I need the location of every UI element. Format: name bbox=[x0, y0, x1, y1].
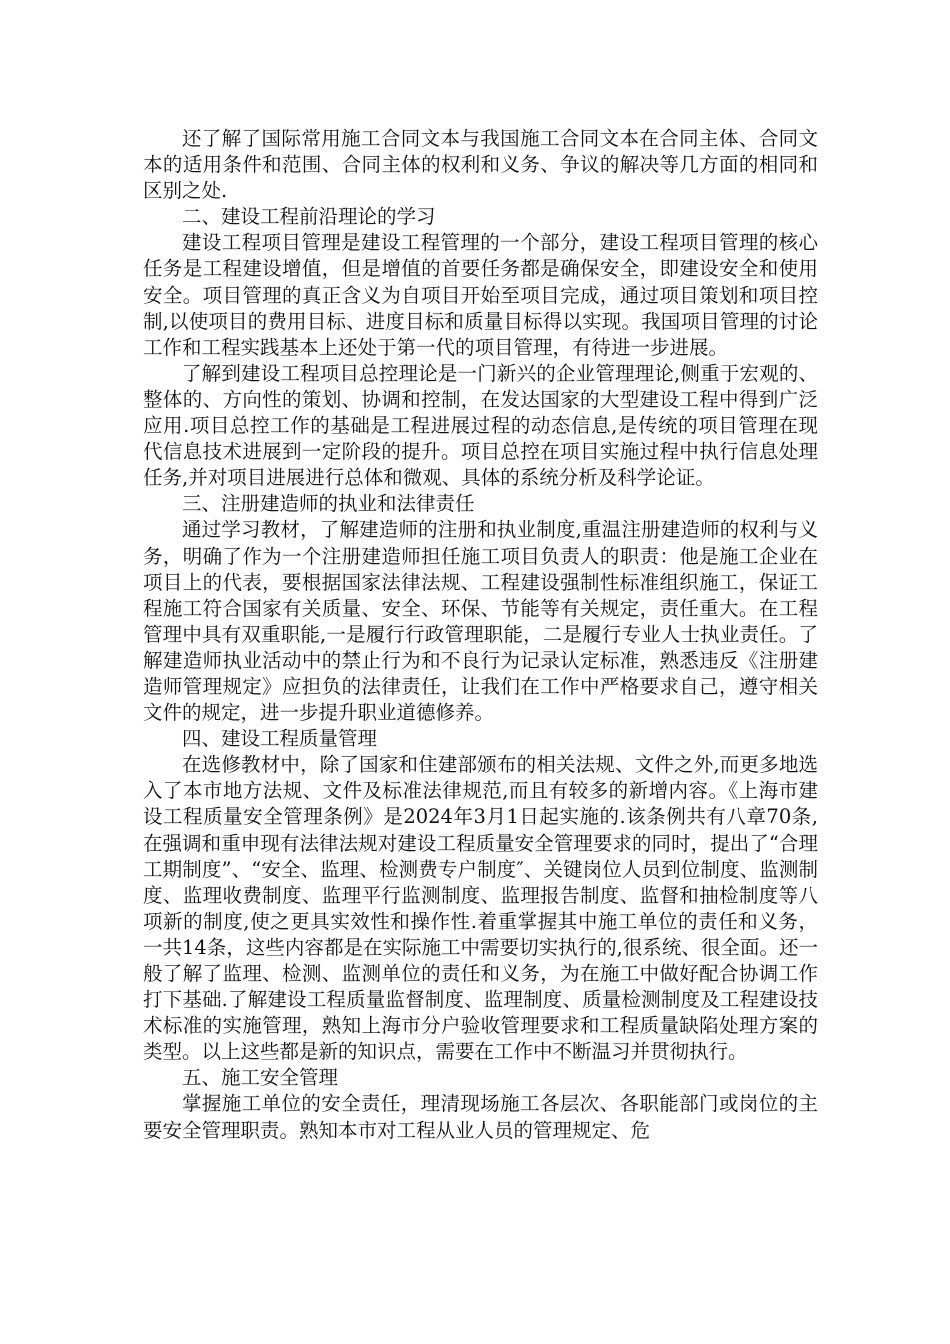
section-heading: 四、建设工程质量管理 bbox=[182, 727, 378, 751]
paragraph: 建设工程项目管理是建设工程管理的一个部分，建设工程项目管理的核心任务是工程建设增值，但是增值的首要任务都是确保安全，即建设安全和使用安全。项目管理的真正含义为自项目开始至项目完成，通过项目策划和项目控制,以使项目的费用目标、进度目标和质量目标得以实现。我国项目管理的讨论工作和工程实践基本上还处于第一代的项目管理，有待进一步进展。 bbox=[143, 231, 818, 359]
document-body bbox=[143, 126, 818, 1276]
paragraph: 通过学习教材，了解建造师的注册和执业制度,重温注册建造师的权利与义务，明确了作为一个注册建造师担任施工项目负责人的职责：他是施工企业在项目上的代表，要根据国家法律法规、工程建设强制性标准组织施工，保证工程施工符合国家有关质量、安全、环保、节能等有关规定，责任重大。在工程管理中具有双重职能,一是履行行政管理职能，二是履行专业人士执业责任。了解建造师执业活动中的禁止行为和不良行为记录认定标准，熟悉违反《注册建造师管理规定》应担负的法律责任，让我们在工作中严格要求自己，遵守相关文件的规定，进一步提升职业道德修养。 bbox=[143, 518, 818, 725]
section-heading: 二、建设工程前沿理论的学习 bbox=[182, 205, 436, 229]
paragraph: 还了解了国际常用施工合同文本与我国施工合同文本在合同主体、合同文本的适用条件和范围、合同主体的权利和义务、争议的解决等几方面的相同和区别之处. bbox=[143, 127, 818, 203]
section-heading: 五、施工安全管理 bbox=[182, 1066, 339, 1090]
document-page bbox=[143, 126, 818, 1276]
section-heading: 三、注册建造师的执业和法律责任 bbox=[182, 492, 475, 516]
paragraph: 掌握施工单位的安全责任，理清现场施工各层次、各职能部门或岗位的主要安全管理职责。熟知本市对工程从业人员的管理规定、危 bbox=[143, 1092, 818, 1142]
paragraph: 在选修教材中，除了国家和住建部颁布的相关法规、文件之外,而更多地选入了本市地方法规、文件及标准法律规范,而且有较多的新增内容。《上海市建设工程质量安全管理条例》是2024年3月1日起实施的.该条例共有八章70条,在强调和重申现有法律法规对建设工程质量安全管理要求的同时，提出了“合理工期制度”、“安全、监理、检测费专户制度″、关键岗位人员到位制度、监测制度、监理收费制度、监理平行监测制度、监理报告制度、监督和抽检制度等八项新的制度,使之更具实效性和操作性.着重掌握其中施工单位的责任和义务，一共14条，这些内容都是在实际施工中需要切实执行的,很系统、很全面。还一般了解了监理、检测、监测单位的责任和义务，为在施工中做好配合协调工作打下基础.了解建设工程质量监督制度、监理制度、质量检测制度及工程建设技术标准的实施管理，熟知上海市分户验收管理要求和工程质量缺陷处理方案的类型。以上这些都是新的知识点，需要在工作中不断温习并贯彻执行。 bbox=[143, 753, 818, 1064]
paragraph: 了解到建设工程项目总控理论是一门新兴的企业管理理论,侧重于宏观的、整体的、方向性的策划、协调和控制，在发达国家的大型建设工程中得到广泛应用.项目总控工作的基础是工程进展过程的动态信息,是传统的项目管理在现代信息技术进展到一定阶段的提升。项目总控在项目实施过程中执行信息处理任务,并对项目进展进行总体和微观、具体的系统分析及科学论证。 bbox=[143, 361, 818, 490]
